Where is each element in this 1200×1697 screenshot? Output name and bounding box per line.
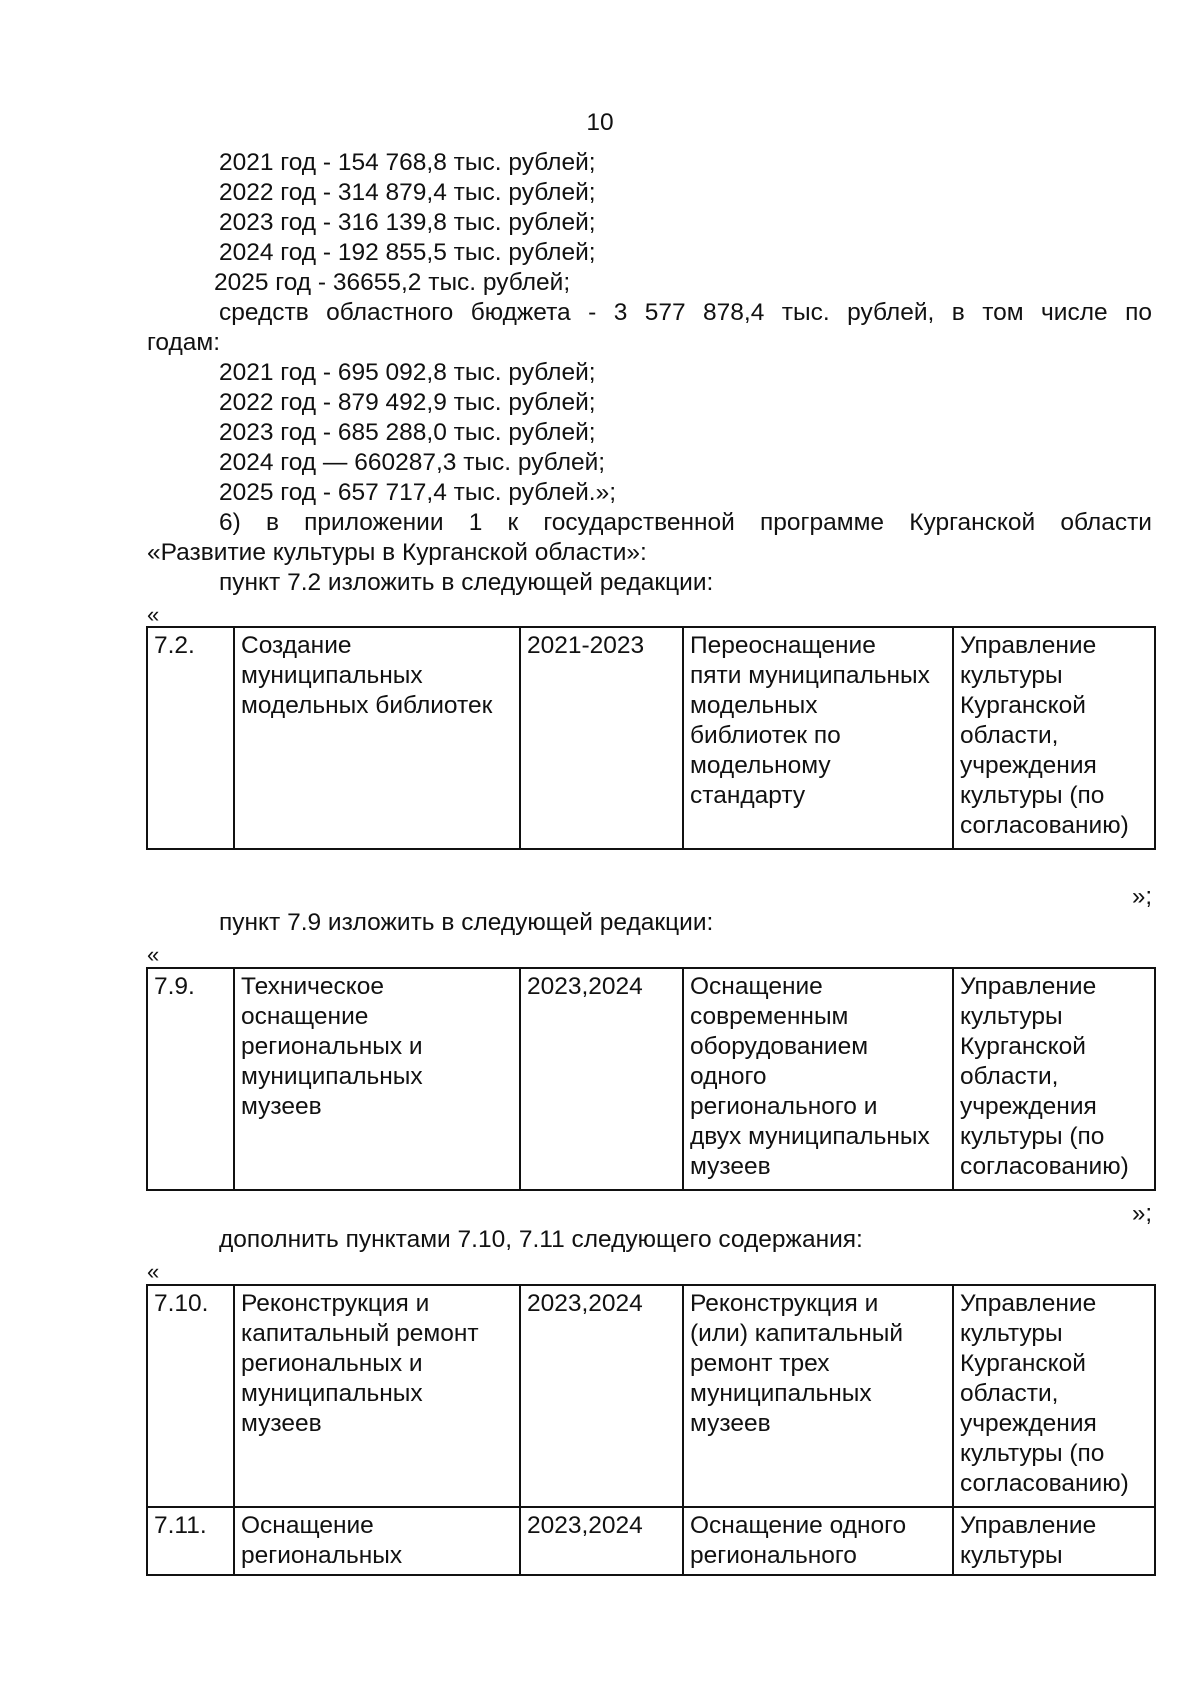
cell-years: 2023,2024 (520, 1507, 683, 1575)
page-number: 10 (586, 109, 614, 136)
cell-expected-result: Реконструкция и (или) капитальный ремонт трех муниципальных музеев (683, 1285, 953, 1507)
funding-line-2021: 2021 год - 154 768,8 тыс. рублей; (219, 149, 596, 176)
cell-years: 2023,2024 (520, 1285, 683, 1507)
table-row (147, 1285, 1155, 1507)
regional-line-2021: 2021 год - 695 092,8 тыс. рублей; (219, 359, 596, 386)
quote-open-7-9: « (147, 942, 160, 967)
table-row (147, 1507, 1155, 1575)
clause-7-10-intro: дополнить пунктами 7.10, 7.11 следующего содержания: (219, 1226, 863, 1253)
regional-budget-continuation: годам: (147, 329, 221, 356)
cell-measure-name: Техническое оснащение региональных и муниципальных музеев (234, 968, 520, 1190)
cell-executor: Управление культуры Курганской области, учреждения культуры (по согласованию) (953, 968, 1155, 1190)
cell-years: 2021-2023 (520, 627, 683, 849)
table-clause-7-9 (146, 967, 1156, 1191)
item-6-continuation: «Развитие культуры в Курганской области»: (147, 539, 647, 566)
regional-line-2023: 2023 год - 685 288,0 тыс. рублей; (219, 419, 596, 446)
funding-line-2024: 2024 год - 192 855,5 тыс. рублей; (219, 239, 596, 266)
regional-line-2022: 2022 год - 879 492,9 тыс. рублей; (219, 389, 596, 416)
cell-years: 2023,2024 (520, 968, 683, 1190)
cell-expected-result: Переоснащение пяти муниципальных модельных библиотек по модельному стандарту (683, 627, 953, 849)
clause-7-2-intro: пункт 7.2 изложить в следующей редакции: (219, 569, 714, 596)
funding-line-2025: 2025 год - 36655,2 тыс. рублей; (214, 269, 571, 296)
quote-open-7-2: « (147, 602, 160, 627)
item-6-text: 6) в приложении 1 к государственной программе Курганской области (219, 509, 1152, 536)
cell-number: 7.9. (147, 968, 234, 1190)
table-row (147, 627, 1155, 849)
table-row (147, 968, 1155, 1190)
cell-expected-result: Оснащение одного регионального (683, 1507, 953, 1575)
cell-executor: Управление культуры Курганской области, учреждения культуры (по согласованию) (953, 627, 1155, 849)
quote-close-7-9: »; (1131, 1200, 1152, 1227)
clause-7-9-intro: пункт 7.9 изложить в следующей редакции: (219, 909, 714, 936)
cell-number: 7.11. (147, 1507, 234, 1575)
cell-executor: Управление культуры (953, 1507, 1155, 1575)
funding-line-2022: 2022 год - 314 879,4 тыс. рублей; (219, 179, 596, 206)
quote-close-7-2: »; (1131, 883, 1152, 910)
quote-open-7-10: « (147, 1259, 160, 1284)
cell-number: 7.2. (147, 627, 234, 849)
cell-number: 7.10. (147, 1285, 234, 1507)
cell-measure-name: Реконструкция и капитальный ремонт региональных и муниципальных музеев (234, 1285, 520, 1507)
cell-expected-result: Оснащение современным оборудованием одного регионального и двух муниципальных музеев (683, 968, 953, 1190)
regional-budget-total: средств областного бюджета - 3 577 878,4 тыс. рублей, в том числе по (219, 299, 1152, 326)
regional-line-2024: 2024 год — 660287,3 тыс. рублей; (219, 449, 606, 476)
cell-measure-name: Оснащение региональных (234, 1507, 520, 1575)
table-clause-7-2 (146, 626, 1156, 850)
funding-line-2023: 2023 год - 316 139,8 тыс. рублей; (219, 209, 596, 236)
regional-line-2025: 2025 год - 657 717,4 тыс. рублей.»; (219, 479, 617, 506)
cell-executor: Управление культуры Курганской области, учреждения культуры (по согласованию) (953, 1285, 1155, 1507)
table-clauses-7-10-7-11 (146, 1284, 1156, 1576)
cell-measure-name: Создание муниципальных модельных библиотек (234, 627, 520, 849)
